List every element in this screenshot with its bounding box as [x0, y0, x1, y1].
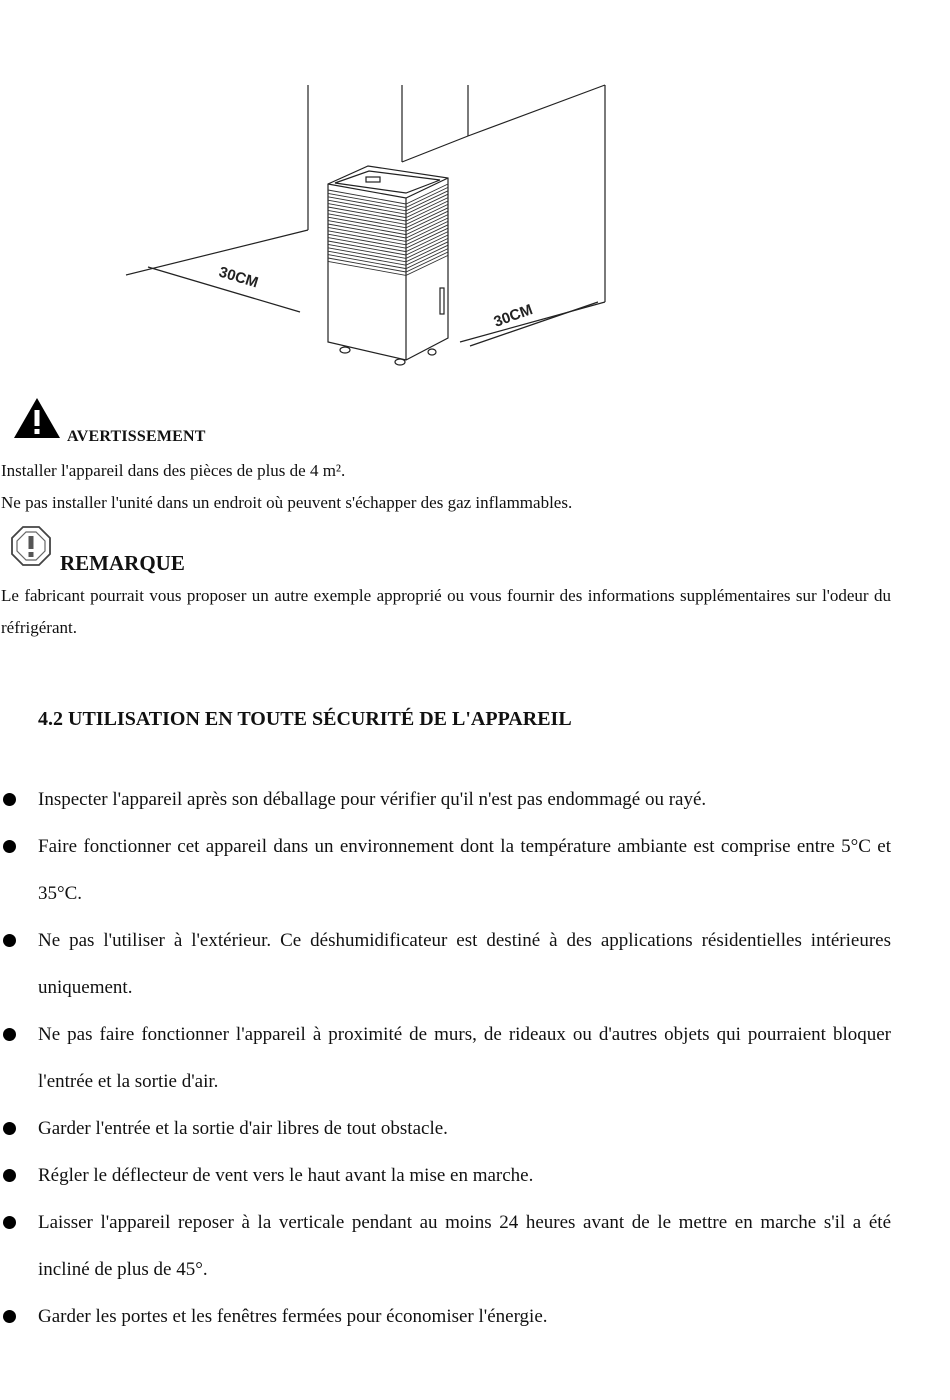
- bullet-dot-icon: [3, 1169, 16, 1182]
- note-exclamation-icon: [10, 525, 52, 567]
- warning-line-1: Installer l'appareil dans des pièces de plus de 4 m².: [1, 461, 346, 480]
- note-title: REMARQUE: [60, 551, 185, 575]
- bullet-dot-icon: [3, 1028, 16, 1041]
- bullet-dot-icon: [3, 1310, 16, 1323]
- list-item: Garder les portes et les fenêtres fermées pour économiser l'énergie.: [0, 1293, 891, 1340]
- note-text: Le fabricant pourrait vous proposer un autre exemple approprié ou vous fournir des informations supplémentaires sur l'odeur du réfrigérant.: [1, 586, 891, 637]
- section-heading: 4.2 UTILISATION EN TOUTE SÉCURITÉ DE L'APPAREIL: [38, 708, 572, 730]
- bullet-dot-icon: [3, 1216, 16, 1229]
- warning-triangle-icon: [12, 396, 62, 440]
- clearance-label-right: 30CM: [491, 301, 535, 331]
- list-item: Garder l'entrée et la sortie d'air libres de tout obstacle.: [0, 1105, 891, 1152]
- bullet-dot-icon: [3, 793, 16, 806]
- list-item: Inspecter l'appareil après son déballage pour vérifier qu'il n'est pas endommagé ou rayé.: [0, 776, 891, 823]
- list-item: Faire fonctionner cet appareil dans un environnement dont la température ambiante est comprise entre 5°C et 35°C.: [0, 823, 891, 917]
- bullet-dot-icon: [3, 840, 16, 853]
- bullet-dot-icon: [3, 1122, 16, 1135]
- list-item: Laisser l'appareil reposer à la verticale pendant au moins 24 heures avant de le mettre en marche s'il a été incliné de plus de 45°.: [0, 1199, 891, 1293]
- list-item: Régler le déflecteur de vent vers le haut avant la mise en marche.: [0, 1152, 891, 1199]
- list-item: Ne pas faire fonctionner l'appareil à proximité de murs, de rideaux ou d'autres objets qui pourraient bloquer l'entrée et la sortie d'air.: [0, 1011, 891, 1105]
- bullet-dot-icon: [3, 934, 16, 947]
- warning-title: AVERTISSEMENT: [67, 428, 206, 445]
- clearance-label-left: 30CM: [216, 263, 261, 292]
- installation-clearance-illustration: [110, 80, 630, 380]
- warning-line-2: Ne pas installer l'unité dans un endroit où peuvent s'échapper des gaz inflammables.: [1, 493, 573, 512]
- safety-bullet-list: [0, 776, 891, 1340]
- list-item: Ne pas l'utiliser à l'extérieur. Ce déshumidificateur est destiné à des applications résidentielles intérieures uniquement.: [0, 917, 891, 1011]
